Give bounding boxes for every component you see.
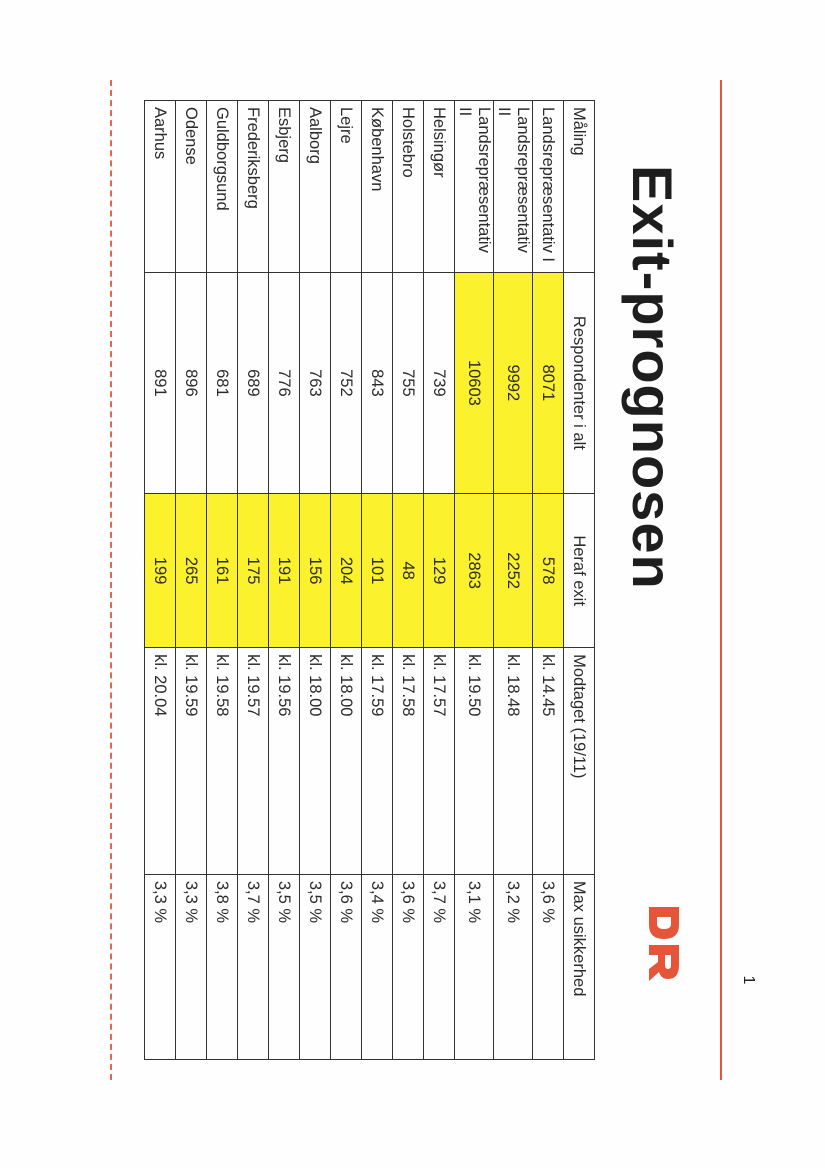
cell-maaling: Landsrepræsentativ II xyxy=(494,101,533,273)
cell-max-usikkerhed: 3,4 % xyxy=(362,874,393,1059)
page-title: Exit-prognosen xyxy=(621,165,684,590)
cell-max-usikkerhed: 3,2 % xyxy=(494,874,533,1059)
cell-respondenter: 681 xyxy=(207,272,238,494)
cell-heraf-exit: 156 xyxy=(300,494,331,648)
cell-modtaget: kl. 18.00 xyxy=(300,648,331,875)
cell-modtaget: kl. 18.00 xyxy=(331,648,362,875)
cell-respondenter: 10603 xyxy=(455,272,494,494)
table-row xyxy=(533,101,564,1060)
cell-modtaget: kl. 17.58 xyxy=(393,648,424,875)
cell-heraf-exit: 161 xyxy=(207,494,238,648)
cell-modtaget: kl. 20.04 xyxy=(145,648,176,875)
cell-maaling: Frederiksberg xyxy=(238,101,269,273)
cell-heraf-exit: 2863 xyxy=(455,494,494,648)
table-row xyxy=(393,101,424,1060)
cell-heraf-exit: 129 xyxy=(424,494,455,648)
header-rule xyxy=(720,80,722,1080)
cell-max-usikkerhed: 3,5 % xyxy=(300,874,331,1059)
cell-maaling: Holstebro xyxy=(393,101,424,273)
cell-modtaget: kl. 17.57 xyxy=(424,648,455,875)
footer-rule xyxy=(110,80,112,1080)
cell-maaling: Guldborgsund xyxy=(207,101,238,273)
cell-respondenter: 891 xyxy=(145,272,176,494)
cell-max-usikkerhed: 3,6 % xyxy=(393,874,424,1059)
cell-heraf-exit: 199 xyxy=(145,494,176,648)
cell-max-usikkerhed: 3,6 % xyxy=(331,874,362,1059)
table-body xyxy=(145,101,564,1060)
cell-max-usikkerhed: 3,3 % xyxy=(145,874,176,1059)
cell-maaling: Odense xyxy=(176,101,207,273)
cell-modtaget: kl. 17.59 xyxy=(362,648,393,875)
cell-respondenter: 776 xyxy=(269,272,300,494)
cell-maaling: Aarhus xyxy=(145,101,176,273)
cell-heraf-exit: 48 xyxy=(393,494,424,648)
cell-max-usikkerhed: 3,8 % xyxy=(207,874,238,1059)
header-maaling: Måling xyxy=(564,101,595,273)
cell-max-usikkerhed: 3,7 % xyxy=(424,874,455,1059)
page-number: 1 xyxy=(740,975,757,985)
cell-modtaget: kl. 19.50 xyxy=(455,648,494,875)
header-heraf-exit: Heraf exit xyxy=(564,494,595,648)
header-modtaget: Modtaget (19/11) xyxy=(564,648,595,875)
cell-respondenter: 752 xyxy=(331,272,362,494)
cell-maaling: Landsrepræsentativ I xyxy=(533,101,564,273)
header-respondenter: Respondenter i alt xyxy=(564,272,595,494)
cell-respondenter: 763 xyxy=(300,272,331,494)
cell-maaling: Aalborg xyxy=(300,101,331,273)
cell-max-usikkerhed: 3,5 % xyxy=(269,874,300,1059)
cell-max-usikkerhed: 3,6 % xyxy=(533,874,564,1059)
table-row xyxy=(145,101,176,1060)
rotated-content xyxy=(120,80,690,1080)
table-row xyxy=(176,101,207,1060)
cell-respondenter: 689 xyxy=(238,272,269,494)
table-row xyxy=(494,101,533,1060)
cell-heraf-exit: 191 xyxy=(269,494,300,648)
table-row xyxy=(362,101,393,1060)
cell-maaling: København xyxy=(362,101,393,273)
cell-modtaget: kl. 19.58 xyxy=(207,648,238,875)
cell-maaling: Helsingør xyxy=(424,101,455,273)
cell-maaling: Lejre xyxy=(331,101,362,273)
dr-logo-icon xyxy=(646,905,682,985)
table-header-row xyxy=(564,101,595,1060)
cell-modtaget: kl. 19.57 xyxy=(238,648,269,875)
table-row xyxy=(238,101,269,1060)
cell-modtaget: kl. 18.48 xyxy=(494,648,533,875)
cell-max-usikkerhed: 3,7 % xyxy=(238,874,269,1059)
cell-maaling: Esbjerg xyxy=(269,101,300,273)
cell-modtaget: kl. 14.45 xyxy=(533,648,564,875)
cell-respondenter: 739 xyxy=(424,272,455,494)
cell-maaling: Landsrepræsentativ II xyxy=(455,101,494,273)
header-max-usikkerhed: Max usikkerhed xyxy=(564,874,595,1059)
cell-heraf-exit: 2252 xyxy=(494,494,533,648)
cell-modtaget: kl. 19.59 xyxy=(176,648,207,875)
cell-heraf-exit: 204 xyxy=(331,494,362,648)
cell-modtaget: kl. 19.56 xyxy=(269,648,300,875)
cell-heraf-exit: 175 xyxy=(238,494,269,648)
table-row xyxy=(424,101,455,1060)
exit-prognosis-table xyxy=(144,100,595,1060)
cell-respondenter: 843 xyxy=(362,272,393,494)
table-row xyxy=(455,101,494,1060)
table-row xyxy=(269,101,300,1060)
cell-heraf-exit: 578 xyxy=(533,494,564,648)
cell-heraf-exit: 265 xyxy=(176,494,207,648)
cell-max-usikkerhed: 3,3 % xyxy=(176,874,207,1059)
cell-respondenter: 896 xyxy=(176,272,207,494)
cell-heraf-exit: 101 xyxy=(362,494,393,648)
cell-respondenter: 755 xyxy=(393,272,424,494)
cell-respondenter: 8071 xyxy=(533,272,564,494)
table-row xyxy=(331,101,362,1060)
cell-max-usikkerhed: 3,1 % xyxy=(455,874,494,1059)
table-row xyxy=(300,101,331,1060)
cell-respondenter: 9992 xyxy=(494,272,533,494)
table-row xyxy=(207,101,238,1060)
